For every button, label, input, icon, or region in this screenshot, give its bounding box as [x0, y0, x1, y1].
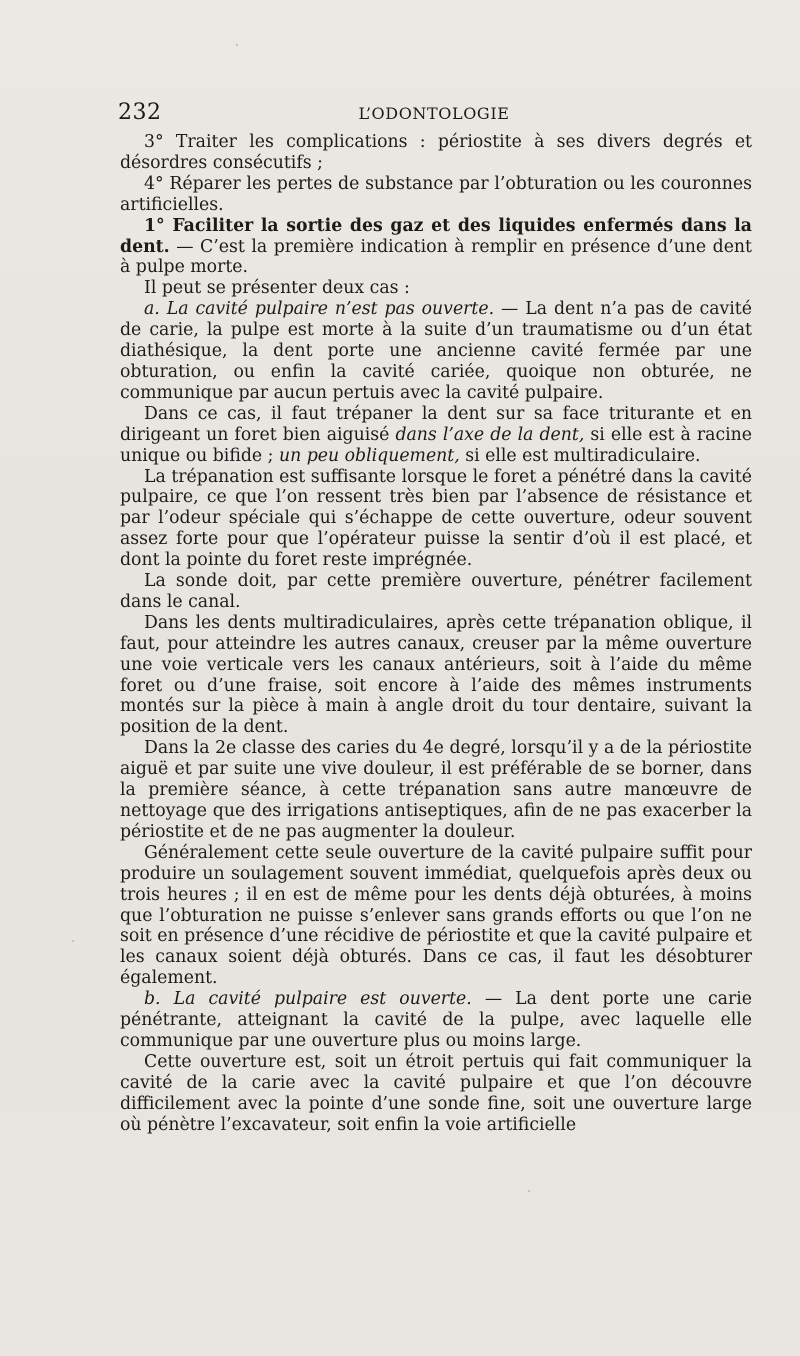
paragraph-1: 3° Traiter les complications : périostite à ses divers degrés et désordres consécutifs ;: [120, 132, 752, 173]
paragraph-2: 4° Réparer les pertes de substance par l’obturation ou les couronnes artificielles.: [120, 173, 752, 215]
paragraph-12: [120, 989, 752, 1052]
paragraph-5-text: — La dent n’a pas de cavité de carie, la pulpe est morte à la suite d’un traumatisme ou d’un état diathésique, la dent porte une ancienne cavité fermée par une obturation, ou enfin la cavité cariée, quoique non obturée, ne communique par aucun pertuis avec la cavité pulpaire.: [120, 299, 752, 403]
paper-speck: [236, 44, 238, 46]
case-a-heading: a. La cavité pulpaire n’est pas ouverte.: [144, 299, 495, 320]
body-text: [120, 132, 752, 1136]
paragraph-6-italic-1: dans l’axe de la dent,: [395, 424, 585, 445]
paragraph-6-text-b: si elle est à racine unique ou bifide ;: [120, 424, 753, 466]
paragraph-6-text-c: si elle est multiradiculaire.: [459, 445, 701, 466]
paragraph-9: Dans les dents multiradiculaires, après cette trépanation oblique, il faut, pour atteindre les autres canaux, creuser par la même ouverture une voie verticale vers les canaux antérieurs, soit à l’aide du même foret ou d’une fraise, soit encore à l’aide des mêmes instruments montés sur la pièce à main à angle droit du tour dentaire, suivant la position de la dent.: [120, 612, 752, 738]
case-b-heading: b. La cavité pulpaire est ouverte.: [144, 989, 472, 1010]
paragraph-10: Dans la 2e classe des caries du 4e degré, lorsqu’il y a de la périostite aiguë et par suite une vive douleur, il est préférable de se borner, dans la première séance, à cette trépanation sans autre manœuvre de nettoyage que des irrigations antiseptiques, afin de ne pas exacerber la périostite et de ne pas augmenter la douleur.: [120, 738, 752, 842]
paragraph-7: La trépanation est suffisante lorsque le foret a pénétré dans la cavité pulpaire, ce que l’on ressent très bien par l’absence de résistance et par l’odeur spéciale qui s’échappe de cette ouverture, odeur souvent assez forte pour que l’opérateur puisse la sentir d’où il est placé, et dont la pointe du foret reste imprégnée.: [120, 466, 752, 571]
running-head: [118, 100, 750, 126]
section-heading: 1° Faciliter la sortie des gaz et des liquides enfermés dans la dent.: [120, 215, 752, 257]
paper-speck: [528, 1190, 530, 1192]
paragraph-12-text: — La dent porte une carie pénétrante, atteignant la cavité de la pulpe, avec laquelle elle communique par une ouverture plus ou moins large.: [120, 989, 753, 1051]
paragraph-3: [120, 216, 752, 279]
header-title: L’ODONTOLOGIE: [358, 104, 510, 123]
paragraph-4: Il peut se présenter deux cas :: [144, 278, 410, 299]
page-number: 232: [118, 100, 162, 125]
paragraph-3-text: — C’est la première indication à remplir en présence d’une dent à pulpe morte.: [120, 236, 752, 278]
paragraph-6: [120, 404, 752, 467]
paragraph-6-text-a: Dans ce cas, il faut trépaner la dent sur sa face triturante et en dirigeant un foret bien aiguisé: [120, 403, 752, 445]
paragraph-6-italic-2: un peu obliquement,: [278, 445, 460, 466]
paragraph-11: Généralement cette seule ouverture de la cavité pulpaire suffit pour produire un soulagement souvent immédiat, quelquefois après deux ou trois heures ; il en est de même pour les dents déjà obturées, à moins que l’obturation ne puisse s’enlever sans grands efforts ou que l’on ne soit en présence d’une récidive de périostite et que la cavité pulpaire et les canaux soient déjà obturés. Dans ce cas, il faut les désobturer également.: [120, 842, 752, 989]
paragraph-13: Cette ouverture est, soit un étroit pertuis qui fait communiquer la cavité de la carie avec la cavité pulpaire et que l’on découvre difficilement avec la pointe d’une sonde fine, soit une ouverture large où pénètre l’excavateur, soit enfin la voie artificielle: [120, 1051, 752, 1135]
paragraph-5: [120, 299, 752, 404]
paragraph-8: La sonde doit, par cette première ouverture, pénétrer facilement dans le canal.: [120, 571, 752, 612]
paper-speck: [72, 940, 74, 942]
